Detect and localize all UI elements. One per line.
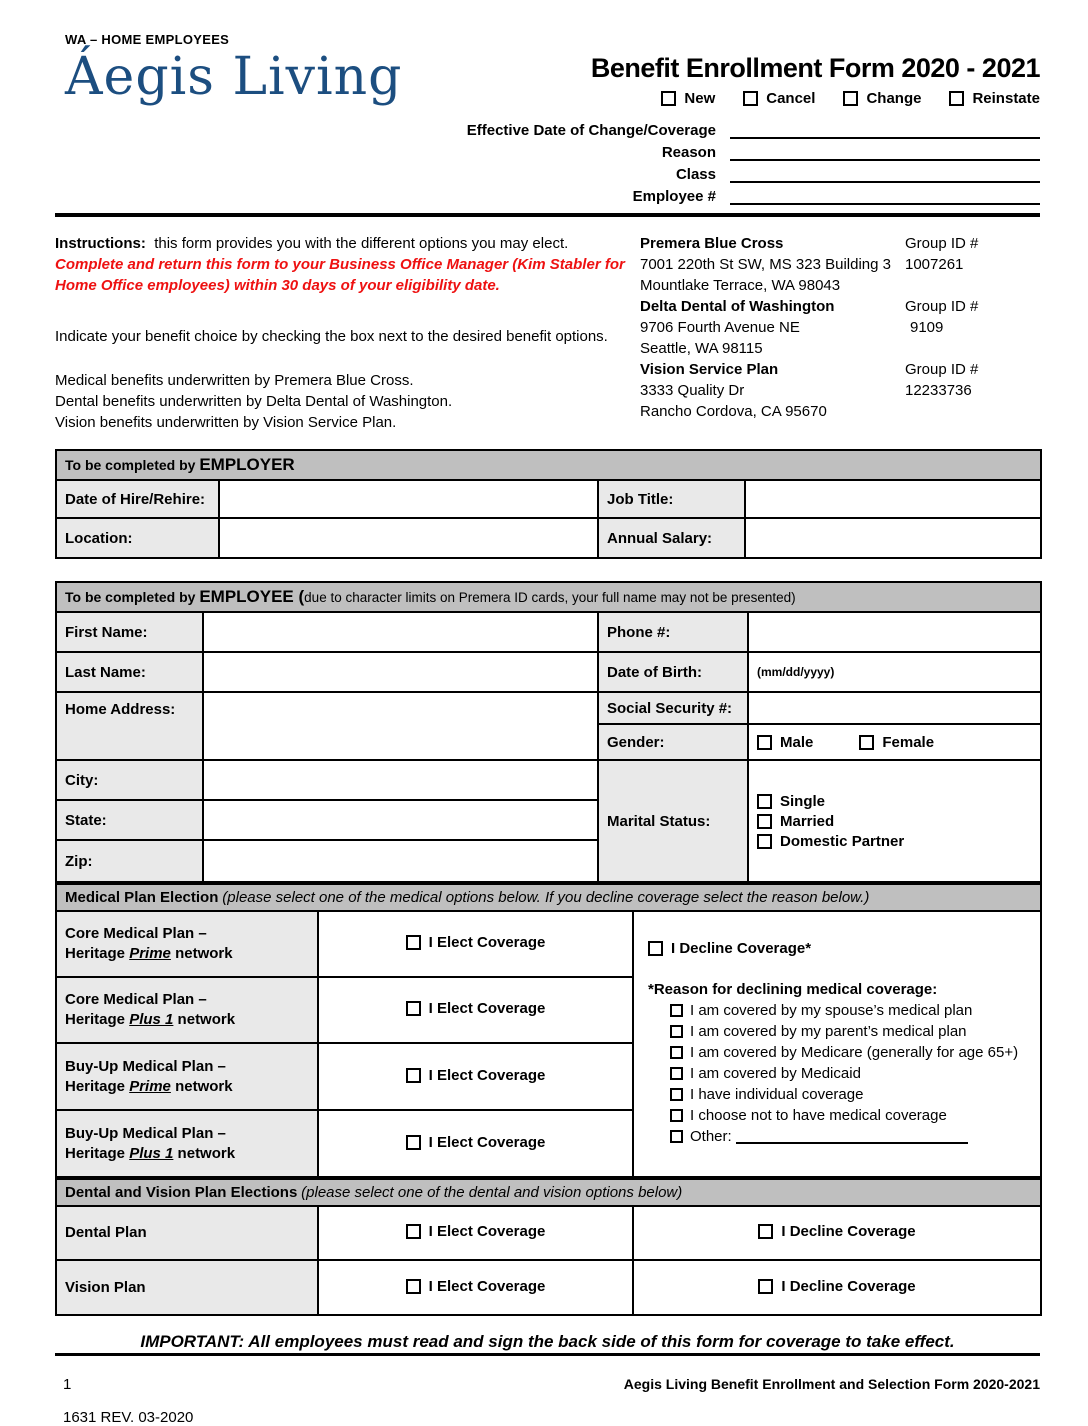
reason-individual-checkbox[interactable] xyxy=(670,1088,683,1101)
employee-section-header: To be completed by EMPLOYEE (due to character limits on Premera ID cards, your full name may not be presented) xyxy=(56,582,1041,612)
elect-dental-checkbox[interactable] xyxy=(406,1224,421,1239)
date-of-birth-label: Date of Birth: xyxy=(598,652,748,692)
elect-buyup-prime: I Elect Coverage xyxy=(406,1067,546,1084)
new-checkbox[interactable] xyxy=(661,91,676,106)
reason-no-coverage: I choose not to have medical coverage xyxy=(670,1107,1030,1124)
dental-vision-table xyxy=(55,1178,1042,1316)
vision-plan-label: Vision Plan xyxy=(56,1260,318,1315)
marital-status-label: Marital Status: xyxy=(598,760,748,882)
return-notice: Complete and return this form to your Business Office Manager (Kim Stabler for Home Office employees) within 30 days of your eligibility date. xyxy=(55,256,625,294)
group-id-label: Group ID # xyxy=(905,235,979,252)
elect-vision-checkbox[interactable] xyxy=(406,1279,421,1294)
carrier-name: Premera Blue Cross xyxy=(640,235,784,252)
employee-number-field[interactable] xyxy=(730,187,1040,205)
reason-other-field[interactable] xyxy=(736,1130,968,1144)
carrier-address: 9706 Fourth Avenue NE xyxy=(640,319,800,336)
annual-salary-label: Annual Salary: xyxy=(598,518,745,558)
decline-medical-option: I Decline Coverage* xyxy=(648,940,1030,957)
gender-female-option: Female xyxy=(859,734,934,751)
instructions-label: Instructions: xyxy=(55,235,146,252)
employee-number-label: Employee # xyxy=(632,188,716,205)
home-address-field[interactable] xyxy=(203,692,598,760)
decline-vision: I Decline Coverage xyxy=(758,1278,915,1295)
group-id-value: 12233736 xyxy=(905,382,972,399)
enrollment-type-reinstate: Reinstate xyxy=(949,90,1040,107)
dental-vision-section-header: Dental and Vision Plan Elections (please select one of the dental and vision options below) xyxy=(56,1179,1041,1206)
carrier-address: Seattle, WA 98115 xyxy=(640,340,763,357)
reason-no-coverage-checkbox[interactable] xyxy=(670,1109,683,1122)
location-field[interactable] xyxy=(219,518,598,558)
change-checkbox[interactable] xyxy=(843,91,858,106)
instructions-intro: this form provides you with the different options you may elect. xyxy=(154,235,569,252)
reason-other: Other: xyxy=(670,1128,1030,1145)
reason-medicaid-checkbox[interactable] xyxy=(670,1067,683,1080)
plan-buyup-plus1-label: Buy-Up Medical Plan – Heritage Plus 1 network xyxy=(56,1110,318,1177)
reason-medicaid: I am covered by Medicaid xyxy=(670,1065,1030,1082)
employer-section-table xyxy=(55,449,1042,559)
plan-core-plus1-label: Core Medical Plan – Heritage Plus 1 network xyxy=(56,977,318,1043)
ssn-field[interactable] xyxy=(748,692,1041,724)
first-name-label: First Name: xyxy=(56,612,203,652)
marital-domestic-partner-option: Domestic Partner xyxy=(757,833,1032,850)
carrier-address: Rancho Cordova, CA 95670 xyxy=(640,403,827,420)
decline-dental-checkbox[interactable] xyxy=(758,1224,773,1239)
reason-field[interactable] xyxy=(730,143,1040,161)
decline-vision-checkbox[interactable] xyxy=(758,1279,773,1294)
elect-core-plus1-checkbox[interactable] xyxy=(406,1001,421,1016)
city-label: City: xyxy=(56,760,203,800)
phone-field[interactable] xyxy=(748,612,1041,652)
marital-status-options xyxy=(757,793,1032,850)
zip-field[interactable] xyxy=(203,840,598,882)
enrollment-type-new: New xyxy=(661,90,715,107)
enrollment-type-options xyxy=(591,90,1040,107)
gender-label: Gender: xyxy=(598,724,748,760)
reason-medicare: I am covered by Medicare (generally for age 65+) xyxy=(670,1044,1030,1061)
reason-label: Reason xyxy=(661,144,716,161)
first-name-field[interactable] xyxy=(203,612,598,652)
date-of-hire-label: Date of Hire/Rehire: xyxy=(56,480,219,518)
reinstate-checkbox[interactable] xyxy=(949,91,964,106)
employee-section-table xyxy=(55,581,1042,883)
carrier-name: Vision Service Plan xyxy=(640,361,779,378)
single-checkbox[interactable] xyxy=(757,794,772,809)
vision-underwriting-note: Vision benefits underwritten by Vision Service Plan. xyxy=(55,414,397,431)
marital-single-option: Single xyxy=(757,793,1032,810)
male-checkbox[interactable] xyxy=(757,735,772,750)
marital-married-option: Married xyxy=(757,813,1032,830)
gender-options xyxy=(757,731,1032,754)
effective-date-label: Effective Date of Change/Coverage xyxy=(466,122,716,139)
zip-label: Zip: xyxy=(56,840,203,882)
decline-dental: I Decline Coverage xyxy=(758,1223,915,1240)
group-id-label: Group ID # xyxy=(905,361,979,378)
reason-individual-coverage: I have individual coverage xyxy=(670,1086,1030,1103)
group-id-label: Group ID # xyxy=(905,298,979,315)
job-title-field[interactable] xyxy=(745,480,1041,518)
medical-underwriting-note: Medical benefits underwritten by Premera Blue Cross. xyxy=(55,372,414,389)
married-checkbox[interactable] xyxy=(757,814,772,829)
cancel-checkbox[interactable] xyxy=(743,91,758,106)
aegis-living-logo: Áegis Living xyxy=(65,47,403,107)
reason-spouse-checkbox[interactable] xyxy=(670,1004,683,1017)
carrier-address: 3333 Quality Dr xyxy=(640,382,745,399)
phone-label: Phone #: xyxy=(598,612,748,652)
reason-medicare-checkbox[interactable] xyxy=(670,1046,683,1059)
decline-medical-checkbox[interactable] xyxy=(648,941,663,956)
carrier-name: Delta Dental of Washington xyxy=(640,298,835,315)
header-divider xyxy=(55,213,1040,217)
elect-vision: I Elect Coverage xyxy=(406,1278,546,1295)
city-field[interactable] xyxy=(203,760,598,800)
reason-spouse-plan: I am covered by my spouse’s medical plan xyxy=(670,1002,1030,1019)
form-header xyxy=(55,49,1040,107)
region-label: WA – HOME EMPLOYEES xyxy=(65,32,230,47)
instructions-block xyxy=(55,233,640,433)
reason-other-checkbox[interactable] xyxy=(670,1130,683,1143)
annual-salary-field[interactable] xyxy=(745,518,1041,558)
decline-medical-cell xyxy=(633,911,1041,1177)
elect-core-prime-checkbox[interactable] xyxy=(406,935,421,950)
change-coverage-fields xyxy=(55,117,1040,205)
ssn-label: Social Security #: xyxy=(598,692,748,724)
state-label: State: xyxy=(56,800,203,840)
dental-underwriting-note: Dental benefits underwritten by Delta Dental of Washington. xyxy=(55,393,453,410)
elect-buyup-prime-checkbox[interactable] xyxy=(406,1068,421,1083)
class-field[interactable] xyxy=(730,165,1040,183)
group-id-value: 1007261 xyxy=(905,256,964,273)
last-name-field[interactable] xyxy=(203,652,598,692)
form-revision: 1631 REV. 03-2020 xyxy=(63,1409,194,1426)
reason-parent-checkbox[interactable] xyxy=(670,1025,683,1038)
carriers-block xyxy=(640,233,1040,433)
important-notice-rule xyxy=(55,1332,1040,1356)
class-label: Class xyxy=(675,166,716,183)
effective-date-field[interactable] xyxy=(730,121,1040,139)
footer-doc-title: Aegis Living Benefit Enrollment and Selection Form 2020-2021 xyxy=(623,1376,1040,1392)
elect-dental: I Elect Coverage xyxy=(406,1223,546,1240)
domestic-partner-checkbox[interactable] xyxy=(757,834,772,849)
date-of-birth-field[interactable]: (mm/dd/yyyy) xyxy=(748,652,1041,692)
indicate-note: Indicate your benefit choice by checking the box next to the desired benefit options. xyxy=(55,328,608,345)
location-label: Location: xyxy=(56,518,219,558)
job-title-label: Job Title: xyxy=(598,480,745,518)
elect-core-prime: I Elect Coverage xyxy=(406,934,546,951)
decline-reasons-title: *Reason for declining medical coverage: xyxy=(648,981,938,998)
elect-core-plus1: I Elect Coverage xyxy=(406,1000,546,1017)
form-title: Benefit Enrollment Form 2020 - 2021 xyxy=(590,53,1040,83)
last-name-label: Last Name: xyxy=(56,652,203,692)
date-of-hire-field[interactable] xyxy=(219,480,598,518)
page-number: 1 xyxy=(63,1376,72,1393)
plan-buyup-prime-label: Buy-Up Medical Plan – Heritage Prime network xyxy=(56,1043,318,1110)
state-field[interactable] xyxy=(203,800,598,840)
plan-core-prime-label: Core Medical Plan – Heritage Prime network xyxy=(56,911,318,977)
home-address-label: Home Address: xyxy=(56,692,203,760)
group-id-value: 9109 xyxy=(910,319,944,336)
employer-section-header: To be completed by EMPLOYER xyxy=(56,450,1041,480)
enrollment-type-change: Change xyxy=(843,90,921,107)
medical-election-table xyxy=(55,883,1042,1178)
reason-parent-plan: I am covered by my parent’s medical plan xyxy=(670,1023,1030,1040)
carrier-address: 7001 220th St SW, MS 323 Building 3 xyxy=(640,256,891,273)
elect-buyup-plus1-checkbox[interactable] xyxy=(406,1135,421,1150)
female-checkbox[interactable] xyxy=(859,735,874,750)
medical-section-header: Medical Plan Election (please select one of the medical options below. If you decline coverage select the reason below.) xyxy=(56,884,1041,911)
carrier-address: Mountlake Terrace, WA 98043 xyxy=(640,277,841,294)
important-notice: IMPORTANT: All employees must read and sign the back side of this form for coverage to take effect. xyxy=(140,1332,955,1351)
gender-male-option: Male xyxy=(757,734,813,751)
enrollment-type-cancel: Cancel xyxy=(743,90,815,107)
dental-plan-label: Dental Plan xyxy=(56,1206,318,1260)
elect-buyup-plus1: I Elect Coverage xyxy=(406,1134,546,1151)
